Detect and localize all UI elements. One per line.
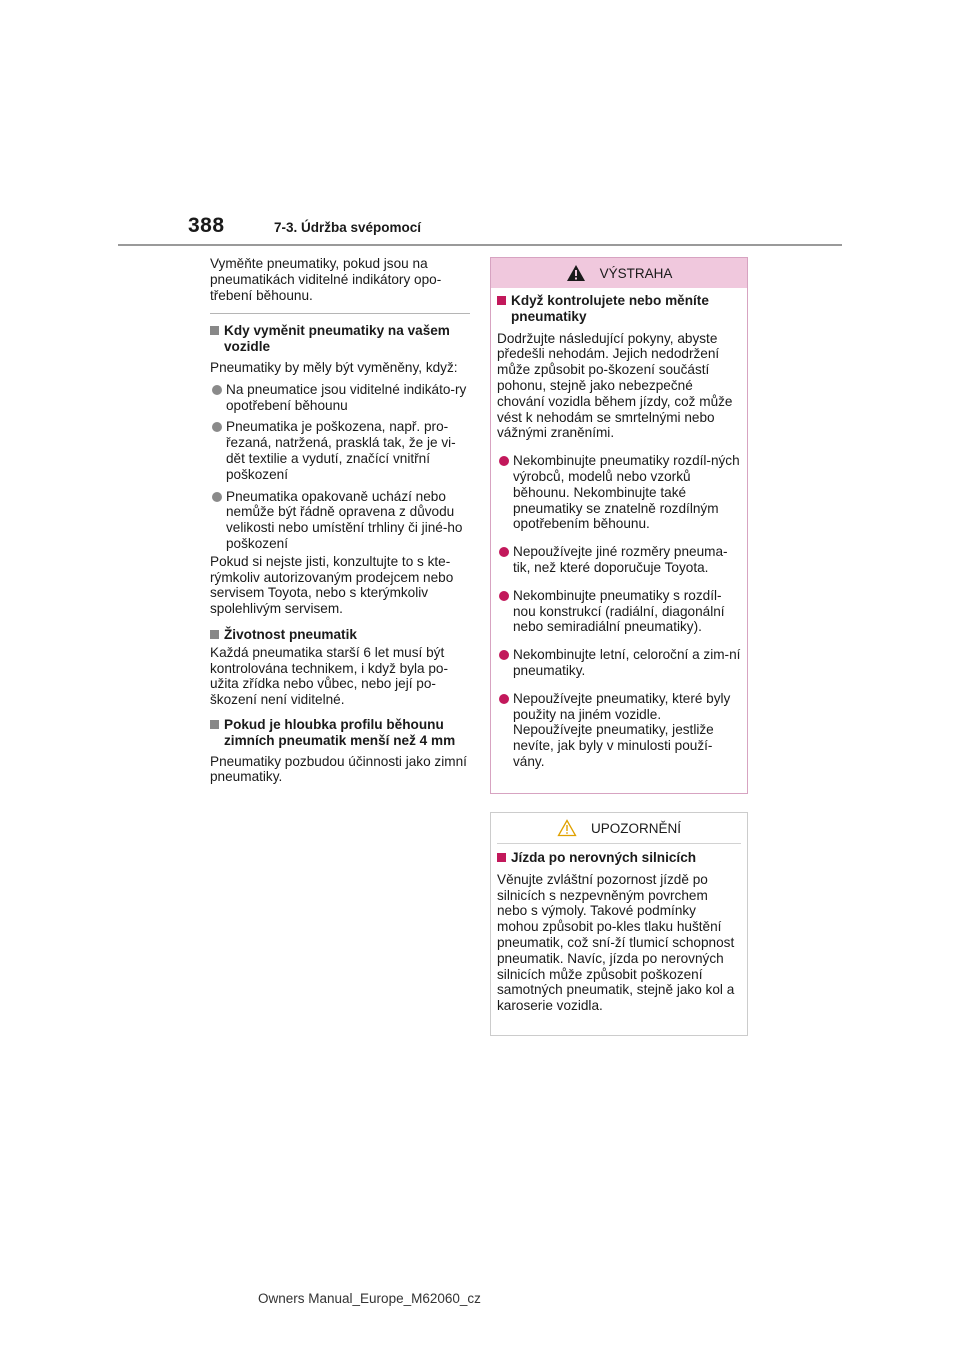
list-item xyxy=(210,382,470,414)
section-text: Každá pneumatika starší 6 let musí být kontrolována technikem, i když byla po-užita zřídka nebo vůbec, nebo její po-škození není viditelné. xyxy=(210,644,449,708)
section-heading xyxy=(210,717,470,749)
warning-title: VÝSTRAHA xyxy=(599,265,673,281)
list-item-text: Nekombinujte pneumatiky rozdíl-ných výrobců, modelů nebo vzorků běhounu. Nekombinujte také pneumatiky se znatelně rozdílným opotřebením běhounu. xyxy=(513,453,740,532)
section-text: Pneumatiky by měly být vyměněny, když: xyxy=(210,359,458,375)
caution-body xyxy=(491,844,747,1014)
caution-header xyxy=(491,813,747,843)
section-heading xyxy=(210,627,470,643)
caution-heading-text: Jízda po nerovných silnicích xyxy=(511,850,697,865)
header-rule xyxy=(118,244,842,246)
list-item-text: Nekombinujte pneumatiky s rozdíl-nou konstrukcí (radiální, diagonální nebo semiradiální pneumatiky). xyxy=(513,587,725,635)
list-item-text: Nekombinujte letní, celoroční a zim-ní pneumatiky. xyxy=(513,647,741,678)
list-item xyxy=(210,489,470,552)
page-number: 388 xyxy=(188,214,225,237)
warning-box xyxy=(490,257,748,794)
warning-heading-text: Když kontrolujete nebo měníte pneumatiky xyxy=(511,293,709,324)
section-text: Pokud si nejste jisti, konzultujte to s kte-rýmkoliv autorizovaným prodejcem nebo servisem Toyota, nebo s kterýmkoliv spolehlivým servisem. xyxy=(210,553,454,617)
list-item-text: Pneumatika opakovaně uchází nebo nemůže být řádně opravena z důvodu velikosti nebo umístění trhliny či jiné-ho poškození xyxy=(226,488,463,551)
square-bullet-icon xyxy=(497,853,506,862)
caution-heading xyxy=(497,850,741,866)
warning-triangle-icon xyxy=(566,264,586,282)
page-footer: Owners Manual_Europe_M62060_cz xyxy=(258,1291,481,1306)
warning-body xyxy=(491,288,747,770)
section-heading-text: Kdy vyměnit pneumatiky na vašem vozidle xyxy=(224,323,450,355)
circle-bullet-icon xyxy=(212,422,222,432)
circle-bullet-icon xyxy=(499,650,509,660)
caution-title: UPOZORNĚNÍ xyxy=(590,820,681,836)
list-item xyxy=(210,419,470,482)
section-text: Pneumatiky pozbudou účinnosti jako zimní pneumatiky. xyxy=(210,753,467,785)
section-heading xyxy=(210,323,470,355)
list-item-text: Nepoužívejte jiné rozměry pneuma-tik, než které doporučuje Toyota. xyxy=(513,544,728,575)
warning-intro: Dodržujte následující pokyny, abyste předešli nehodám. Jejich nedodržení může způsobit po-škození součástí pohonu, stejně jako nebezpečné chování vozidla během jízdy, což může vést k nehodám se smrtelnými nebo vážnými zraněními. xyxy=(497,330,733,441)
square-bullet-icon xyxy=(210,720,219,729)
caution-box xyxy=(490,812,748,1036)
circle-bullet-icon xyxy=(499,547,509,557)
circle-bullet-icon xyxy=(499,694,509,704)
circle-bullet-icon xyxy=(499,591,509,601)
section-heading-text: Životnost pneumatik xyxy=(224,626,357,642)
square-bullet-icon xyxy=(210,326,219,335)
list-item xyxy=(497,588,741,635)
list-item xyxy=(497,691,741,770)
list-item xyxy=(497,544,741,576)
square-bullet-icon xyxy=(497,296,506,305)
section-title: 7-3. Údržba svépomocí xyxy=(274,220,422,235)
circle-bullet-icon xyxy=(499,456,509,466)
warning-header xyxy=(491,258,747,288)
warning-heading xyxy=(497,293,741,325)
circle-bullet-icon xyxy=(212,385,222,395)
list-item-text: Na pneumatice jsou viditelné indikáto-ry opotřebení běhounu xyxy=(226,381,467,413)
list-item xyxy=(497,647,741,679)
intro-text: Vyměňte pneumatiky, pokud jsou na pneumatikách viditelné indikátory opo-třebení běhounu. xyxy=(210,256,442,303)
list-item-text: Nepoužívejte pneumatiky, které byly použity na jiném vozidle. Nepoužívejte pneumatiky, jestliže nevíte, jak byly v minulosti použí-vány. xyxy=(513,690,731,769)
circle-bullet-icon xyxy=(212,492,222,502)
page-header xyxy=(188,214,842,248)
caution-text: Věnujte zvláštní pozornost jízdě po silnicích s nezpevněným povrchem nebo s výmoly. Takové podmínky mohou způsobit po-kles tlaku huštění pneumatik, což sní-ží tlumicí schopnost pneumatik. Navíc, jízda po nerovných silnicích může způsobit poškození samotných pneumatik, stejně jako kol a karoserie vozidla. xyxy=(497,871,735,1014)
divider xyxy=(210,313,470,314)
square-bullet-icon xyxy=(210,630,219,639)
caution-triangle-icon xyxy=(557,819,577,837)
list-item xyxy=(497,453,741,532)
left-column xyxy=(210,256,470,791)
section-heading-text: Pokud je hloubka profilu běhounu zimních pneumatik menší než 4 mm xyxy=(224,716,456,748)
list-item-text: Pneumatika je poškozena, např. pro-řezaná, natržená, prasklá tak, že je vi-dět textilie a vydutí, značící vnitřní poškození xyxy=(226,419,456,482)
